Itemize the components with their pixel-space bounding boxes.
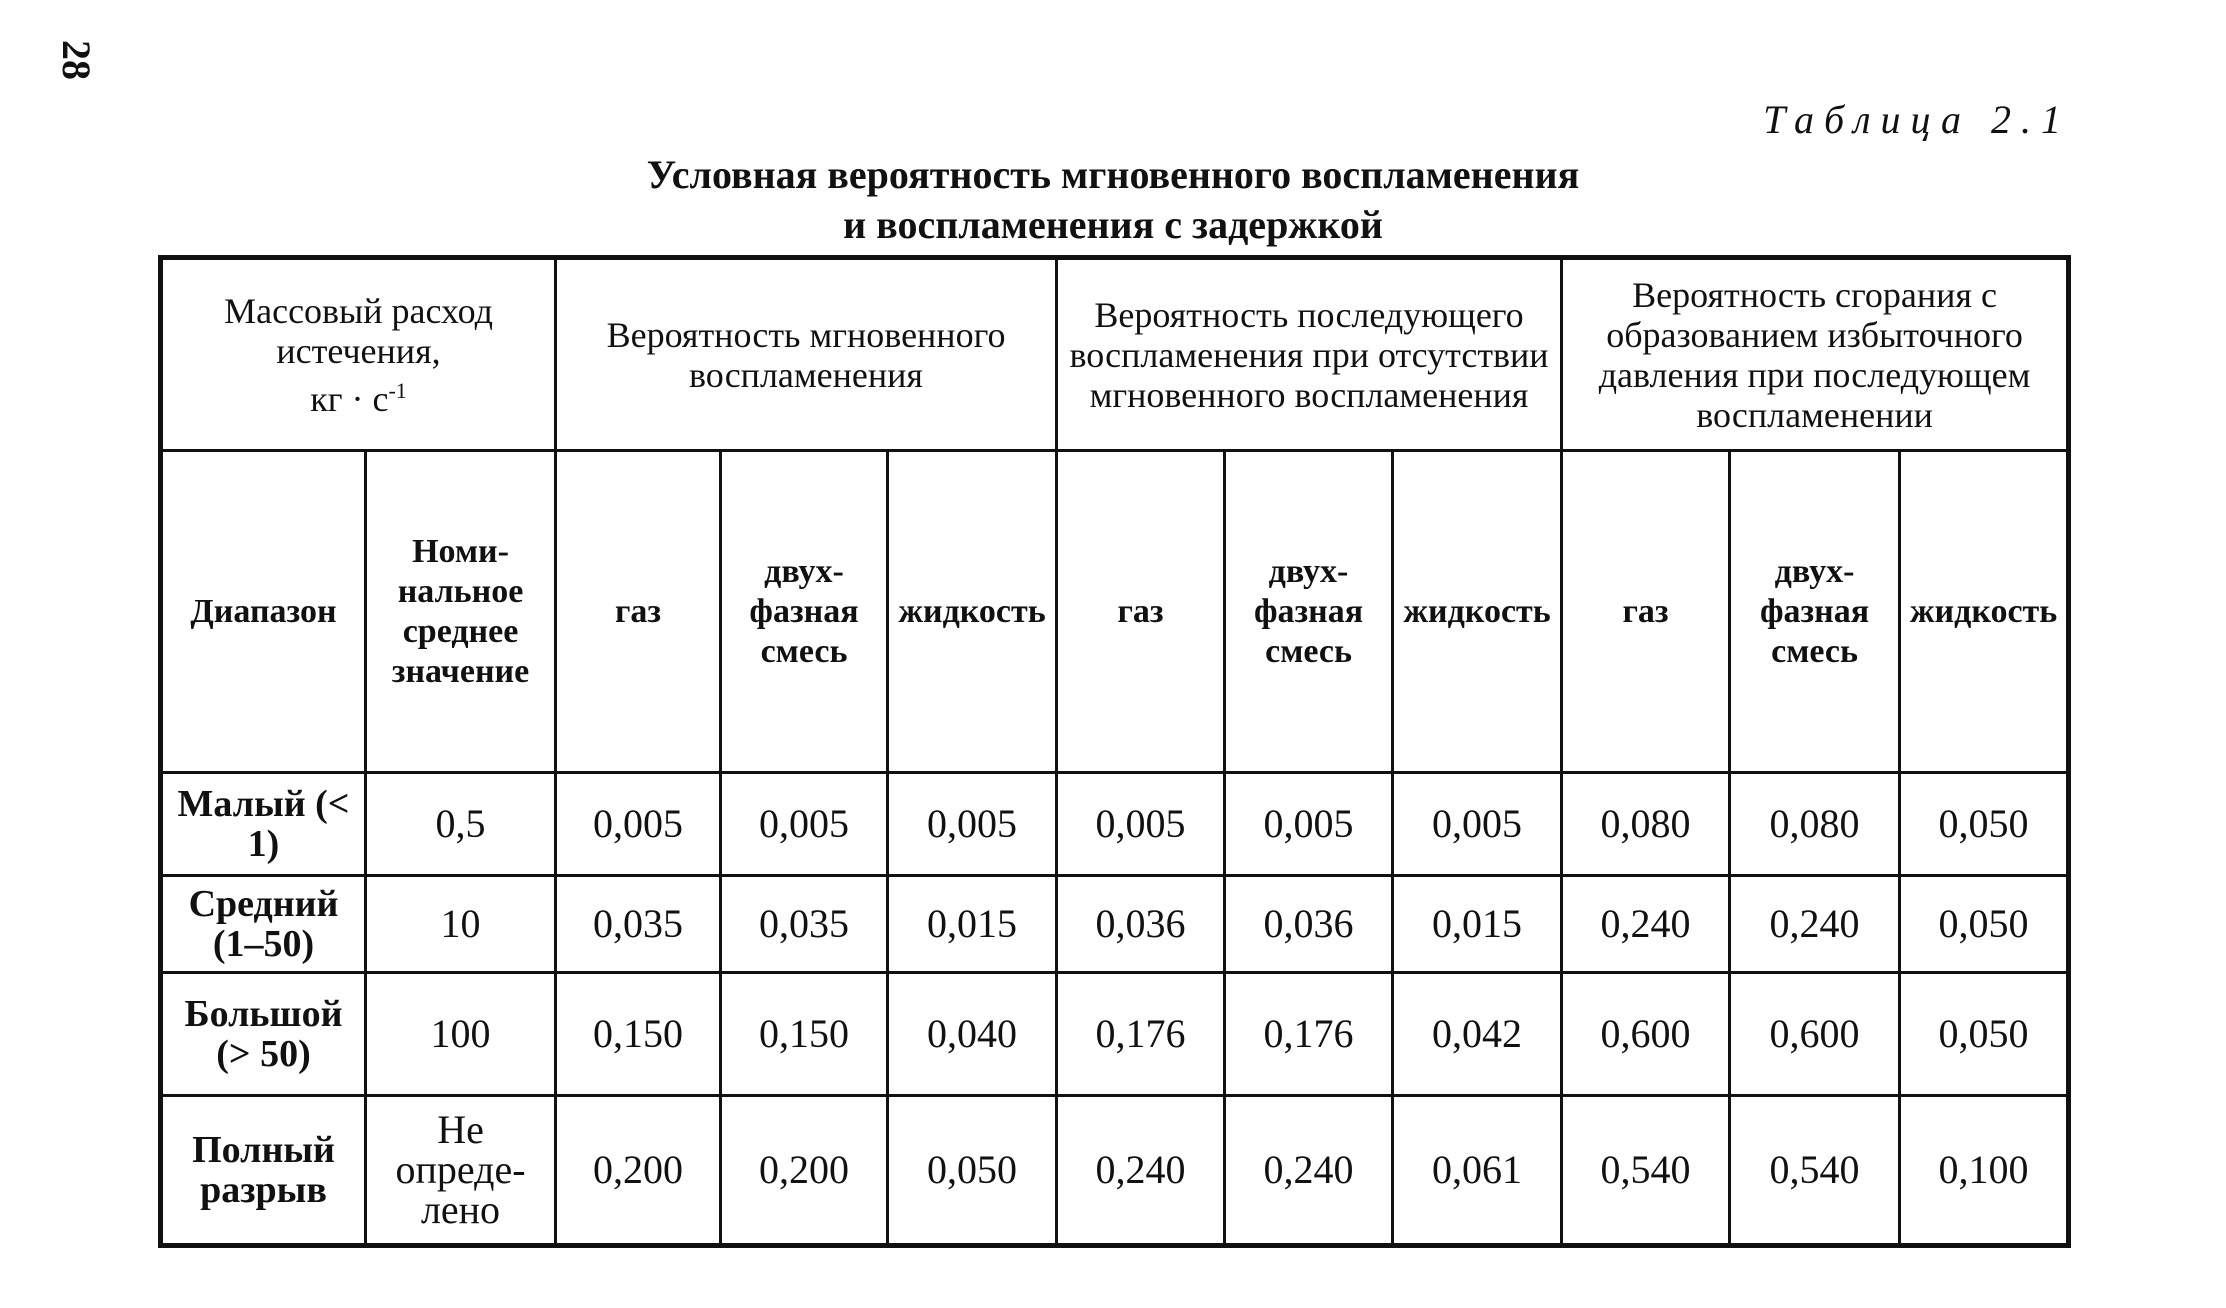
delayed-liquid-header: жидкость (1393, 451, 1562, 773)
nominal-cell: 100 (366, 973, 556, 1096)
value-cell: 0,035 (721, 876, 888, 973)
range-cell: Малый (< 1) (161, 773, 366, 876)
value-cell: 0,005 (556, 773, 721, 876)
value-cell: 0,540 (1562, 1096, 1730, 1246)
range-header: Диапазон (161, 451, 366, 773)
mass-flow-header (161, 258, 556, 451)
header-row-subcolumns (161, 451, 2069, 773)
value-cell: 0,005 (888, 773, 1057, 876)
title-line-1: Условная вероятность мгновенного воспламенения (646, 152, 1580, 197)
nominal-header: Номи-нальное среднее значение (366, 451, 556, 773)
delayed-ignition-header: Вероятность последующего воспламенения при отсутствии мгновенного воспламенения (1057, 258, 1562, 451)
value-cell: 0,050 (1900, 876, 2069, 973)
value-cell: 0,176 (1057, 973, 1225, 1096)
instant-liquid-header: жидкость (888, 451, 1057, 773)
value-cell: 0,035 (556, 876, 721, 973)
title-line-2: и воспламенения с задержкой (843, 202, 1383, 247)
value-cell: 0,150 (721, 973, 888, 1096)
range-cell: Большой (> 50) (161, 973, 366, 1096)
probability-table (158, 255, 2071, 1248)
instant-two-phase-header: двух-фазная смесь (721, 451, 888, 773)
mass-flow-line-2: истечения, (276, 330, 441, 371)
header-row-groups (161, 258, 2069, 451)
value-cell: 0,240 (1057, 1096, 1225, 1246)
value-cell: 0,600 (1562, 973, 1730, 1096)
value-cell: 0,240 (1562, 876, 1730, 973)
value-cell: 0,005 (1057, 773, 1225, 876)
nominal-cell: 0,5 (366, 773, 556, 876)
value-cell: 0,005 (1393, 773, 1562, 876)
mass-flow-unit (167, 371, 550, 419)
page-number: 28 (54, 40, 99, 80)
table-row (161, 973, 2069, 1096)
table-title (0, 150, 2226, 250)
nominal-cell: 10 (366, 876, 556, 973)
table-label: Таблица 2.1 (1763, 97, 2071, 142)
instant-ignition-header: Вероятность мгновенного воспламенения (556, 258, 1057, 451)
mass-flow-unit-exponent: -1 (388, 377, 407, 403)
table-row (161, 1096, 2069, 1246)
value-cell: 0,050 (888, 1096, 1057, 1246)
table-row (161, 773, 2069, 876)
value-cell: 0,036 (1057, 876, 1225, 973)
value-cell: 0,061 (1393, 1096, 1562, 1246)
value-cell: 0,080 (1562, 773, 1730, 876)
range-cell: Полный разрыв (161, 1096, 366, 1246)
value-cell: 0,176 (1225, 973, 1393, 1096)
mass-flow-unit-base: кг · с (310, 378, 389, 419)
nominal-cell: Не опреде-лено (366, 1096, 556, 1246)
value-cell: 0,600 (1730, 973, 1900, 1096)
table-row (161, 876, 2069, 973)
overpressure-two-phase-header: двух-фазная смесь (1730, 451, 1900, 773)
value-cell: 0,005 (721, 773, 888, 876)
value-cell: 0,040 (888, 973, 1057, 1096)
overpressure-gas-header: газ (1562, 451, 1730, 773)
value-cell: 0,042 (1393, 973, 1562, 1096)
value-cell: 0,240 (1730, 876, 1900, 973)
value-cell: 0,080 (1730, 773, 1900, 876)
value-cell: 0,015 (1393, 876, 1562, 973)
value-cell: 0,036 (1225, 876, 1393, 973)
value-cell: 0,050 (1900, 973, 2069, 1096)
value-cell: 0,100 (1900, 1096, 2069, 1246)
delayed-gas-header: газ (1057, 451, 1225, 773)
value-cell: 0,240 (1225, 1096, 1393, 1246)
mass-flow-line-1: Массовый расход (224, 290, 493, 331)
value-cell: 0,200 (556, 1096, 721, 1246)
instant-gas-header: газ (556, 451, 721, 773)
range-cell: Средний (1–50) (161, 876, 366, 973)
overpressure-header: Вероятность сгорания с образованием избыточного давления при последующем воспламенении (1562, 258, 2069, 451)
value-cell: 0,050 (1900, 773, 2069, 876)
overpressure-liquid-header: жидкость (1900, 451, 2069, 773)
delayed-two-phase-header: двух-фазная смесь (1225, 451, 1393, 773)
value-cell: 0,015 (888, 876, 1057, 973)
value-cell: 0,150 (556, 973, 721, 1096)
value-cell: 0,540 (1730, 1096, 1900, 1246)
value-cell: 0,200 (721, 1096, 888, 1246)
value-cell: 0,005 (1225, 773, 1393, 876)
